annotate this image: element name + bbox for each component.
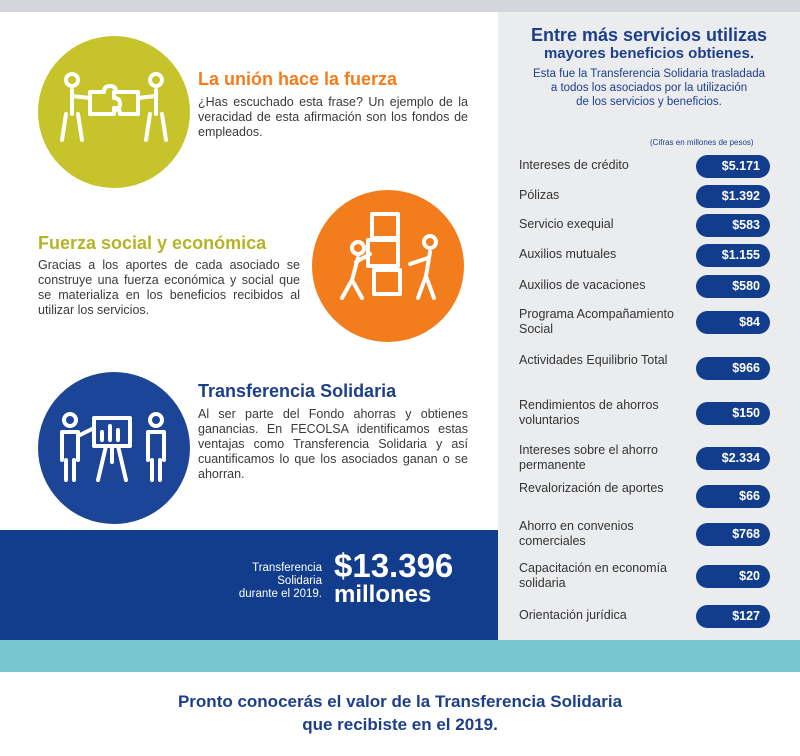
benefit-value-pill [696, 244, 770, 267]
benefit-value: $768 [732, 527, 760, 541]
benefit-label: Revalorización de aportes [519, 481, 664, 495]
stacking-boxes-icon [312, 190, 464, 342]
section-2-text: Gracias a los aportes de cada asociado se construye una fuerza económica y social que se materializa en los beneficios recibidos al utilizar los servicios. [38, 258, 300, 317]
benefit-value: $583 [732, 218, 760, 232]
benefit-value: $1.392 [721, 189, 760, 203]
benefit-value-pill [696, 275, 770, 298]
benefit-value-pill [696, 605, 770, 628]
benefit-value-pill [696, 311, 770, 334]
puzzle-teamwork-icon [38, 36, 190, 188]
benefit-value: $20 [739, 569, 760, 583]
section-1-text: ¿Has escuchado esta frase? Un ejemplo de la veracidad de esta afirmación son los fondos de empleados. [198, 95, 468, 139]
benefit-label: Auxilios mutuales [519, 247, 617, 261]
total-label-line: durante el 2019. [238, 588, 322, 600]
benefit-value: $580 [732, 279, 760, 293]
total-amount: $13.396 [334, 547, 454, 584]
benefit-value-pill [696, 214, 770, 237]
section-3-circle [38, 372, 190, 524]
benefit-value: $1.155 [721, 248, 760, 262]
benefit-value-pill [696, 185, 770, 208]
benefit-label: Auxilios de vacaciones [519, 278, 646, 292]
presentation-icon [38, 372, 190, 524]
benefit-value-pill [696, 565, 770, 588]
benefits-subtitle-line: a todos los asociados por la utilización [550, 82, 748, 94]
benefit-value: $966 [732, 361, 760, 375]
benefits-title-line2: mayores beneficios obtienes. [543, 45, 755, 62]
benefits-subtitle [498, 67, 800, 109]
section-3-text: Al ser parte del Fondo ahorras y obtienes ganancias. En FECOLSA identificamos estas ventajas como Transferencia Solidaria y así cuantificamos lo que los asociados ganan o se ahorran. [198, 407, 468, 481]
benefit-label: Intereses de crédito [519, 158, 629, 172]
benefits-subtitle-line: de los servicios y beneficios. [576, 96, 722, 108]
benefit-label: Actividades Equilibrio Total [519, 353, 668, 367]
benefit-value: $127 [732, 609, 760, 623]
benefits-title: Entre más servicios utilizas [530, 25, 768, 45]
total-label [218, 562, 322, 601]
benefit-label: Capacitación en economía solidaria [519, 561, 668, 590]
benefit-label: Rendimientos de ahorros voluntarios [519, 398, 659, 427]
benefit-value-pill [696, 447, 770, 470]
benefit-label: Orientación jurídica [519, 608, 627, 622]
footer [0, 672, 800, 756]
benefit-value-pill [696, 402, 770, 425]
total-label-line: Transferencia [252, 562, 322, 574]
benefit-label: Servicio exequial [519, 217, 614, 231]
section-1-title: La unión hace la fuerza [198, 69, 398, 89]
benefits-subtitle-line: Esta fue la Transferencia Solidaria trasladada [532, 68, 766, 80]
benefit-value: $5.171 [721, 159, 760, 173]
benefit-value: $84 [739, 315, 760, 329]
benefit-value-pill [696, 357, 770, 380]
benefit-label: Intereses sobre el ahorro permanente [519, 443, 658, 472]
total-unit: millones [334, 581, 432, 608]
footer-line-1: Pronto conocerás el valor de la Transferencia Solidaria [177, 692, 623, 711]
benefit-label: Programa Acompañamiento Social [519, 307, 674, 336]
footer-line-2: que recibiste en el 2019. [302, 715, 498, 734]
benefit-value-pill [696, 155, 770, 178]
teal-band [0, 640, 800, 672]
benefit-value-pill [696, 485, 770, 508]
benefit-label: Pólizas [519, 188, 560, 202]
benefit-label: Ahorro en convenios comerciales [519, 519, 634, 548]
section-3-title: Transferencia Solidaria [198, 381, 397, 401]
benefit-value: $150 [732, 406, 760, 420]
benefit-value: $66 [739, 489, 760, 503]
total-label-line: Solidaria [277, 575, 322, 587]
top-bar [0, 0, 800, 12]
benefits-note: (Cifras en millones de pesos) [650, 138, 754, 147]
benefit-value: $2.334 [721, 451, 760, 465]
section-2-circle [312, 190, 464, 342]
section-2-title: Fuerza social y económica [38, 233, 267, 253]
benefit-value-pill [696, 523, 770, 546]
section-1-circle [38, 36, 190, 188]
